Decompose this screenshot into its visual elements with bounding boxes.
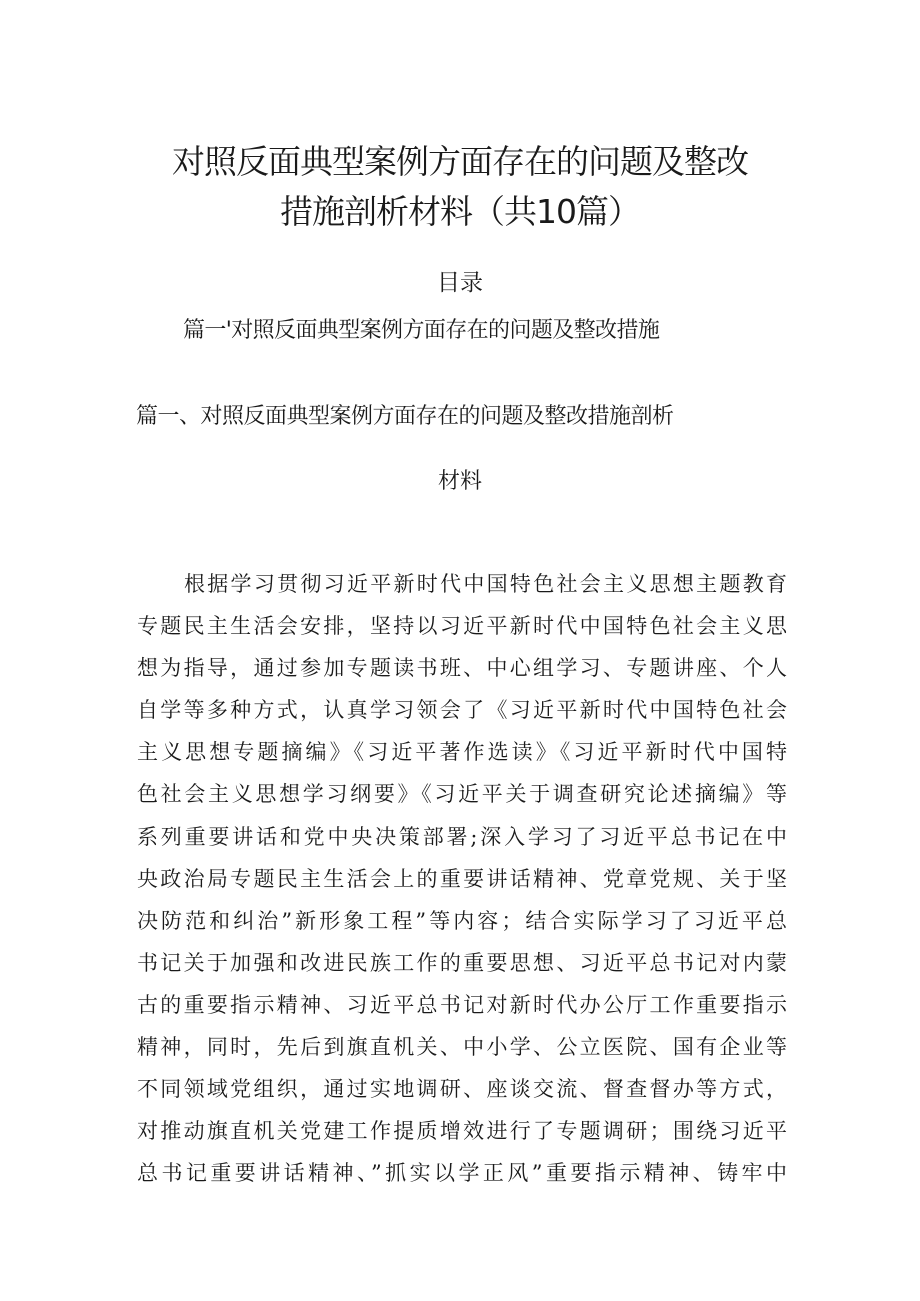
body-line: 专题民主生活会安排，坚持以习近平新时代中国特色社会主义思 (137, 614, 787, 639)
body-line: 决防范和纠治”新形象工程”等内容；结合实际学习了习近平总 (137, 908, 787, 933)
body-line: 总书记重要讲话精神、”抓实以学正风”重要指示精神、铸牢中 (137, 1161, 787, 1186)
section-title-line-1: 篇一、对照反面典型案例方面存在的问题及整改措施剖析 (136, 404, 674, 429)
body-line: 想为指导，通过参加专题读书班、中心组学习、专题讲座、个人 (137, 656, 787, 681)
body-paragraph (137, 563, 787, 1194)
body-line: 古的重要指示精神、习近平总书记对新时代办公厅工作重要指示 (137, 992, 787, 1017)
body-line: 央政治局专题民主生活会上的重要讲话精神、党章党规、关于坚 (137, 866, 787, 891)
body-line: 不同领域党组织，通过实地调研、座谈交流、督查督办等方式， (137, 1077, 787, 1102)
body-line: 书记关于加强和改进民族工作的重要思想、习近平总书记对内蒙 (137, 950, 787, 975)
body-line: 对推动旗直机关党建工作提质增效进行了专题调研；围绕习近平 (137, 1119, 787, 1144)
body-line: 色社会主义思想学习纲要》《习近平关于调查研究论述摘编》等 (137, 782, 787, 807)
toc-heading: 目录 (437, 270, 483, 296)
body-line: 系列重要讲话和党中央决策部署;深入学习了习近平总书记在中 (137, 824, 787, 849)
body-line: 自学等多种方式，认真学习领会了《习近平新时代中国特色社会 (137, 698, 787, 723)
toc-item[interactable]: 篇一'对照反面典型案例方面存在的问题及整改措施 (183, 318, 660, 343)
document-title-line-1: 对照反面典型案例方面存在的问题及整改 (172, 142, 748, 181)
body-line: 主义思想专题摘编》《习近平著作选读》《习近平新时代中国特 (137, 740, 787, 765)
document-title-line-2: 措施剖析材料（共10篇） (280, 192, 640, 231)
body-line: 精神，同时，先后到旗直机关、中小学、公立医院、国有企业等 (137, 1035, 787, 1060)
section-title-line-2: 材料 (437, 469, 482, 494)
body-line: 根据学习贯彻习近平新时代中国特色社会主义思想主题教育 (184, 572, 787, 596)
